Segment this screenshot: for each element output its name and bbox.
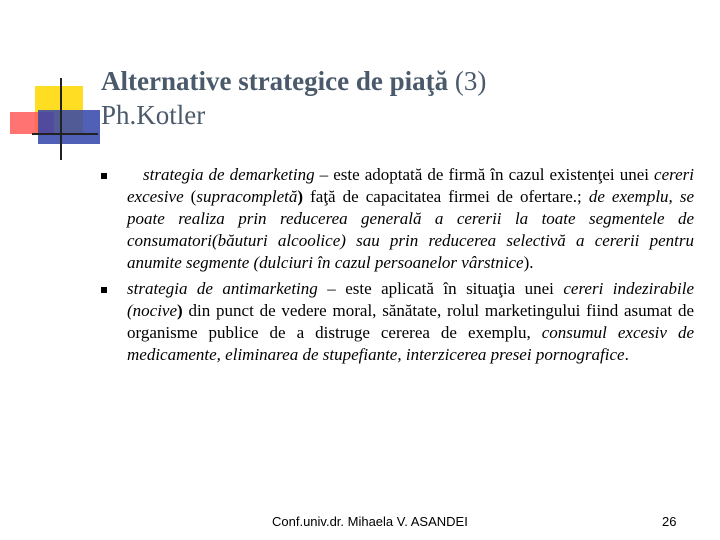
bullet-run: ( bbox=[183, 187, 197, 206]
bullet-text bbox=[127, 165, 694, 272]
bullet-run: strategia de demarketing bbox=[143, 165, 315, 184]
bullet-run: ) bbox=[297, 187, 304, 206]
bullet-run: . bbox=[624, 345, 629, 364]
bullet-list bbox=[98, 164, 694, 370]
bullet-demarketing bbox=[98, 164, 694, 274]
bullet-run: ). bbox=[523, 253, 534, 272]
bullet-text bbox=[127, 279, 694, 364]
footer-author: Conf.univ.dr. Mihaela V. ASANDEI bbox=[272, 514, 468, 529]
title-main: Alternative strategice de piaţă bbox=[101, 66, 449, 96]
title-author: Ph.Kotler bbox=[101, 100, 206, 130]
decor-horizontal-line bbox=[32, 133, 98, 135]
bullet-square-icon bbox=[101, 173, 107, 179]
bullet-run: – este adoptată de firmă în cazul existenţei unei bbox=[314, 165, 655, 184]
title-line-1 bbox=[101, 64, 661, 98]
decor-blue-square bbox=[38, 110, 100, 144]
decor-vertical-line bbox=[60, 78, 62, 160]
slide-title bbox=[101, 64, 661, 132]
bullet-square-icon bbox=[101, 287, 107, 293]
title-suffix: (3) bbox=[448, 66, 487, 96]
bullet-run: cereri excesive bbox=[127, 165, 695, 206]
bullet-run: de exemplu, se poate realiza prin reducerea generală a cererii la toate segmentele de consumatori(băuturi alcoolice) sau prin reducerea selectivă a cererii pentru anumite segmente (dulciuri în cazul persoanelor vârstnice bbox=[127, 187, 695, 272]
bullet-run: supracompletă bbox=[196, 187, 298, 206]
bullet-run: strategia de antimarketing bbox=[127, 279, 318, 298]
bullet-run: din punct de vedere moral, sănătate, rolul marketingului fiind asumat de organisme publice de a distruge cererea de exemplu, bbox=[127, 301, 694, 342]
bullet-run: ) bbox=[177, 301, 183, 320]
bullet-run: – este aplicată în situaţia unei bbox=[317, 279, 564, 298]
bullet-run: faţă de capacitatea firmei de ofertare.; bbox=[303, 187, 589, 206]
page-number: 26 bbox=[662, 514, 677, 529]
bullet-run: cereri indezirabile (nocive bbox=[127, 279, 694, 320]
bullet-run: consumul excesiv de medicamente, eliminarea de stupefiante, interzicerea presei pornografice bbox=[127, 323, 694, 364]
bullet-antimarketing bbox=[98, 278, 694, 366]
